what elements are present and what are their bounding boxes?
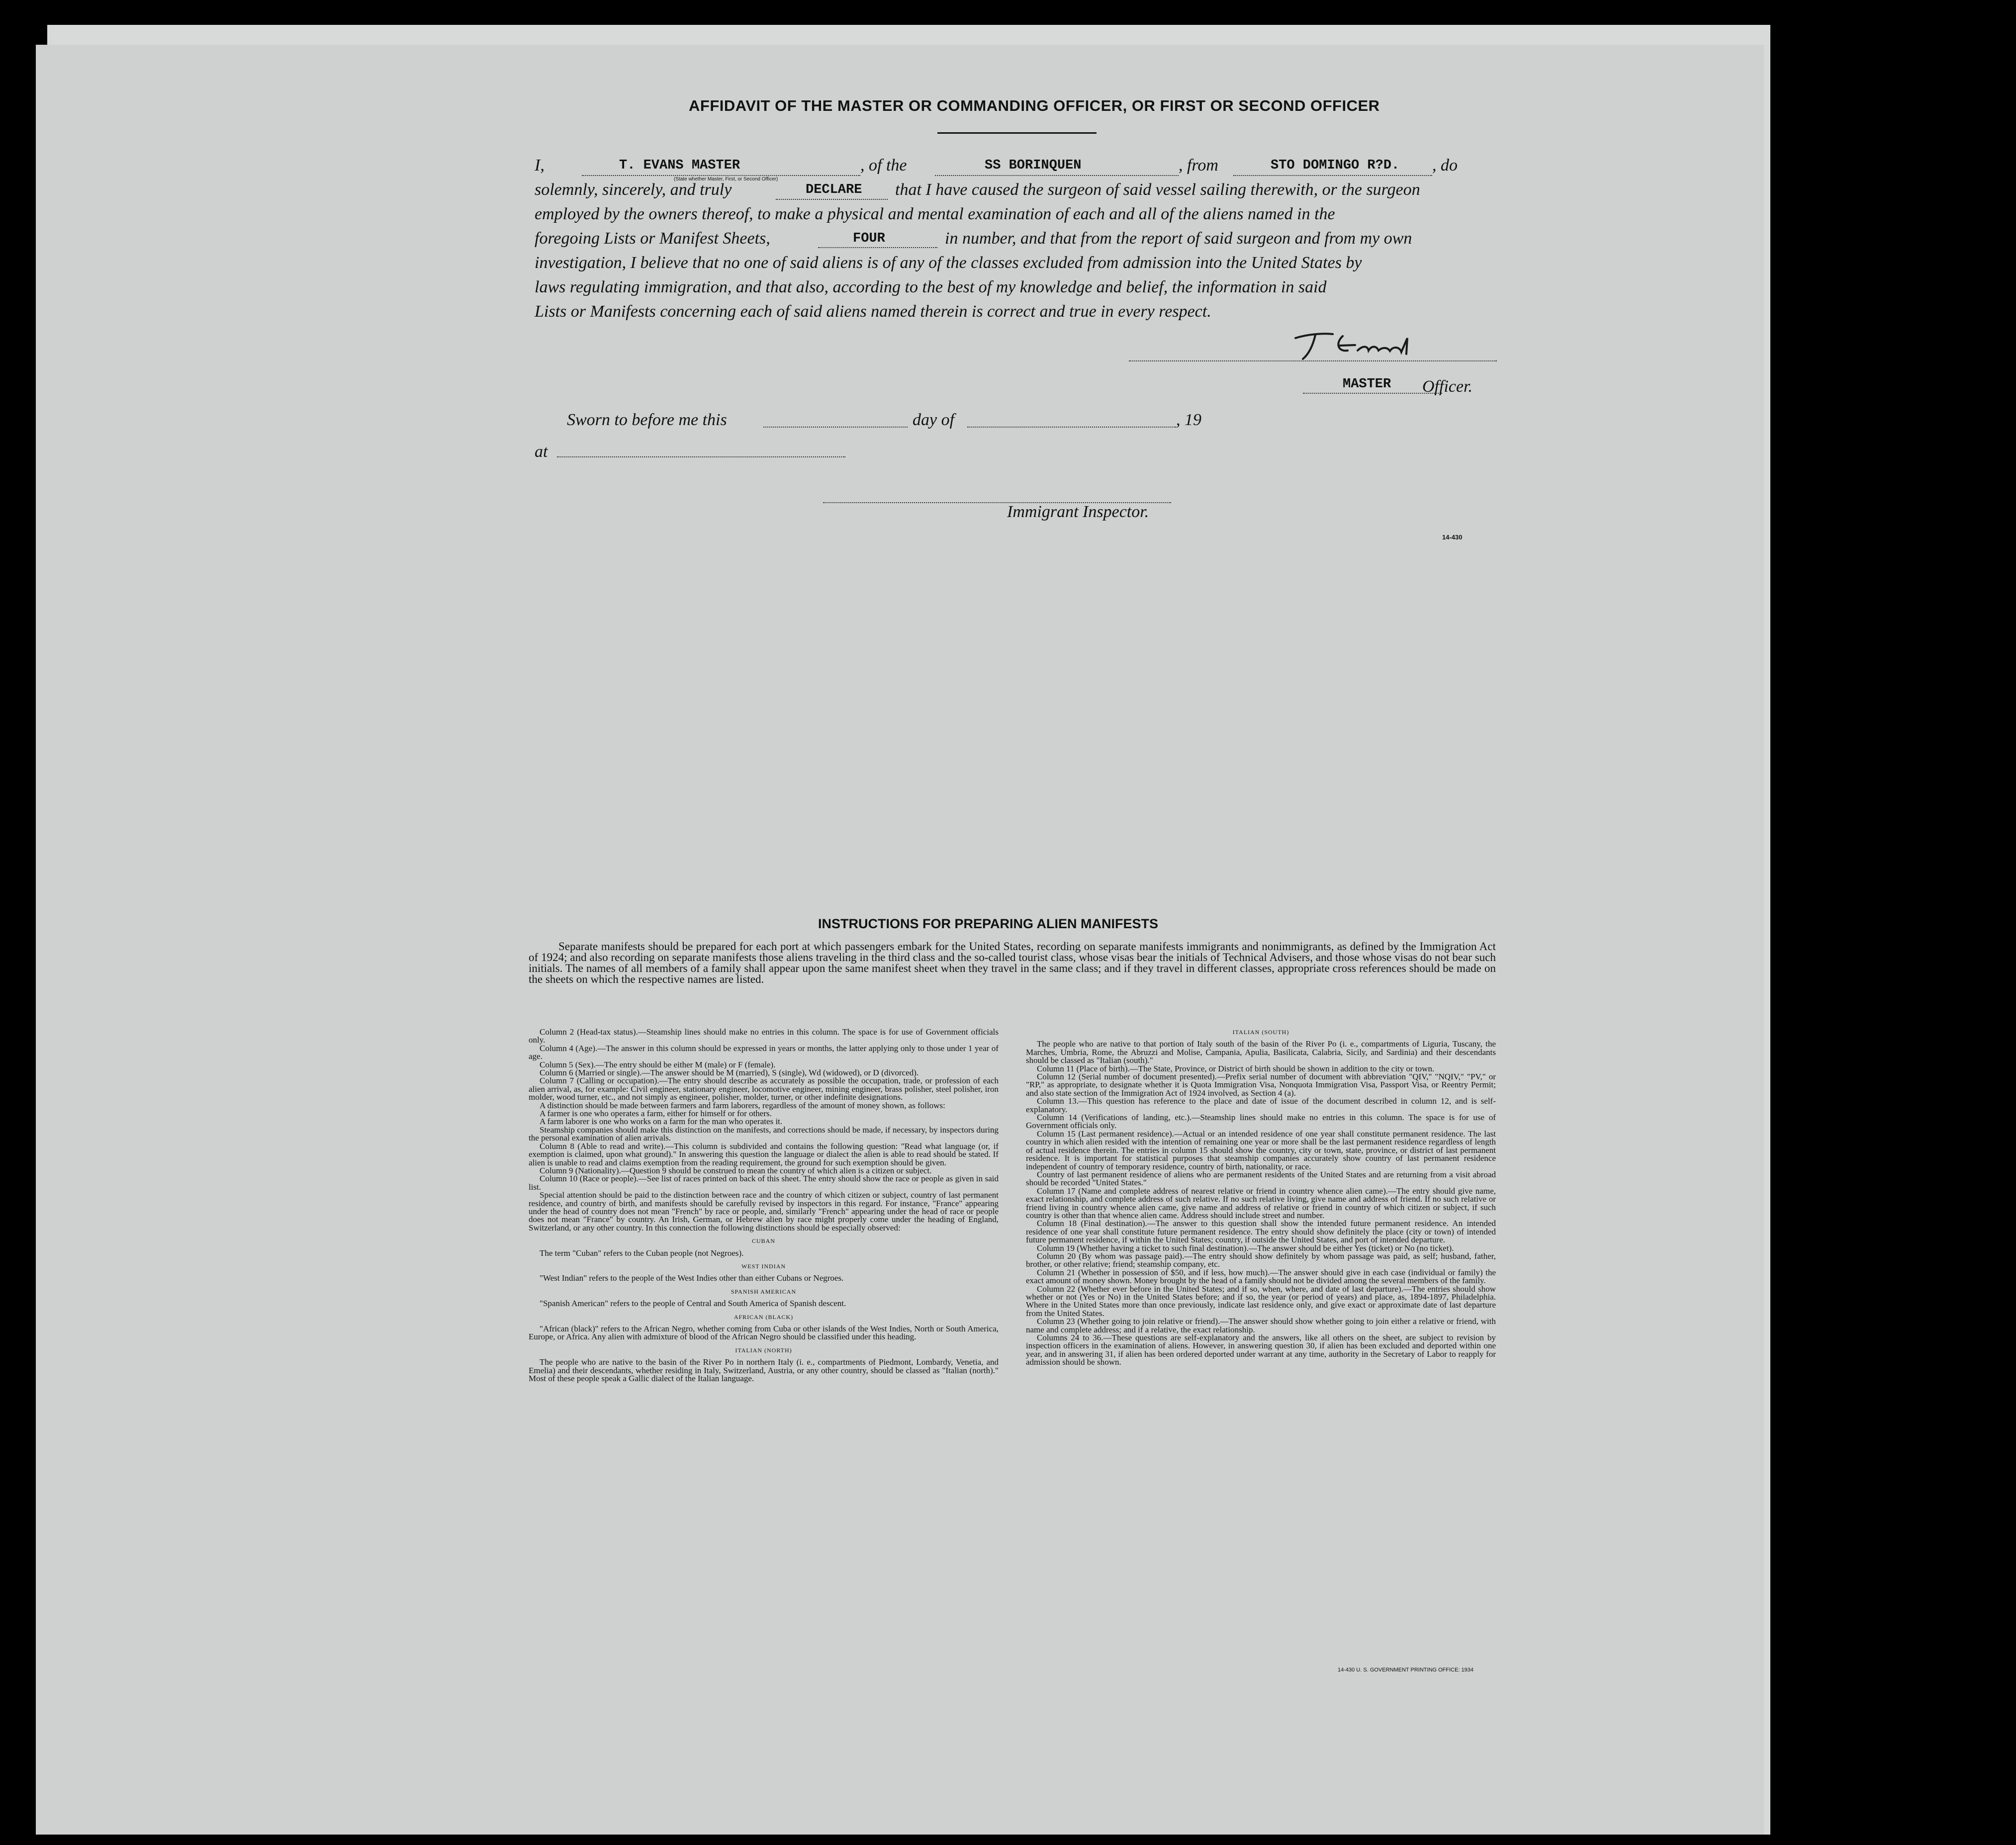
at-label: at (535, 442, 548, 461)
punch-hole (1942, 1453, 1967, 1478)
signature-line (1129, 360, 1497, 361)
african-definition: "African (black)" refers to the African Negro, whether coming from Cuba or other islands of the West Indies, North or South America, Europe, or Africa. Any alien with admixture of blood of the African Negro should be classified under this heading. (529, 1324, 999, 1342)
form-number: 14-430 (1442, 533, 1463, 541)
instructions-right-column (1026, 1028, 1496, 1367)
farmer-distinction: A distinction should be made between farmers and farm laborers, regardless of the amount of money shown, as follows: (540, 1100, 945, 1110)
affidavit-line-2 (535, 177, 732, 202)
column-15-note: Country of last permanent residence of aliens who are permanent residents of the United States and are returning from a visit abroad should be recorded "United States." (1026, 1169, 1496, 1188)
affidavit-line-3: employed by the owners thereof, to make a physical and mental examination of each and all of the aliens named in the (535, 205, 1335, 223)
columns-24-36-instruction: Columns 24 to 36.—These questions are self-explanatory and the answers, like all others on the sheet, are subject to revision by inspection officers in the examination of aliens. However, in answering question 30, if alien has been excluded and deported within one year, and in answering 31, if alien has been ordered deported under warrant at any time, authority in the Secretary of Labor to reapply for admission should be shown. (1026, 1333, 1496, 1367)
race-distinction: Special attention should be paid to the distinction between race and the country of which citizen or subject, country of last permanent residence, and country of birth, and manifests should be carefully revised by inspectors in this regard. For instance, "France" appearing under the head of country does not mean "French" by race or people, and, similarly "French" appearing under the head of race or people does not mean "France" by country. An Irish, German, or Hebrew alien by race might properly come under the heading of England, Switzerland, or any other country. In this connection the following distinctions should be especially observed: (529, 1190, 999, 1232)
sheets-count-field: FOUR (853, 231, 885, 246)
declare-field: DECLARE (806, 182, 862, 197)
year-prefix: , 19 (1176, 411, 1201, 429)
steamship-distinction: Steamship companies should make this distinction on the manifests, and corrections should be made, if necessary, by inspectors during the personal examination of alien arrivals. (529, 1125, 999, 1143)
punch-hole (1942, 1234, 1967, 1259)
word-of-the: , of the (860, 156, 907, 175)
italian-north-definition: The people who are native to the basin of the River Po in northern Italy (i. e., compartments of Piedmont, Lombardy, Venetia, and Emelia) and their descendants, whether residing in Italy, Switzerland, Austria, or any other country, should be classed as "Italian (north)." Most of these people speak a Gallic dialect of the Italian language. (529, 1357, 999, 1384)
instructions-title: INSTRUCTIONS FOR PREPARING ALIEN MANIFESTS (818, 916, 1159, 931)
column-19-instruction: Column 19 (Whether having a ticket to such final destination).—The answer should be either Yes (ticket) or No (no ticket). (1037, 1243, 1454, 1253)
at-line (557, 456, 845, 457)
sworn-month-line (967, 427, 1176, 428)
farm-laborer-definition: A farm laborer is one who works on a farm for the man who operates it. (540, 1117, 783, 1127)
vessel-name-line (935, 175, 1179, 176)
inspector-label: Immigrant Inspector. (1007, 503, 1149, 521)
officer-rank-field: MASTER (1343, 377, 1391, 392)
punch-hole (1942, 328, 1967, 353)
heading-african: AFRICAN (BLACK) (733, 1313, 794, 1320)
column-17-instruction: Column 17 (Name and complete address of nearest relative or friend in country whence alien came).—The entry should give name, exact relationship, and complete address of such relative. If no such relative living, give name and address of friend. If no such relative or friend living in country whence alien came, give name and address of relative or friend in country of which citizen or subject, if such country is other than that whence alien came. Address should include street and number. (1026, 1186, 1496, 1220)
port-line (1233, 175, 1432, 176)
affidavit-title: AFFIDAVIT OF THE MASTER OR COMMANDING OFFICER, OR FIRST OR SECOND OFFICER (689, 97, 1380, 114)
line4-end: in number, and that from the report of said surgeon and from my own (945, 229, 1412, 248)
column-23-instruction: Column 23 (Whether going to join relative or friend).—The answer should show whether going to join either a relative or friend, with name and complete address; and if a relative, the exact relationship. (1026, 1317, 1496, 1334)
line2-end: that I have caused the surgeon of said vessel sailing therewith, or the surgeon (895, 180, 1420, 199)
column-10-instruction: Column 10 (Race or people).—See list of races printed on back of this sheet. The entry should show the race or people as given in said list. (529, 1174, 999, 1192)
column-8-instruction: Column 8 (Able to read and write).—This column is subdivided and contains the following question: "Read what language (or, if exemption is claimed, upon what ground)." In answering this question the language or dialect the alien is able to read should be stated. If alien is unable to read and claims exemption from the reading requirement, the ground for such exemption should be given. (529, 1141, 999, 1167)
cuban-definition: The term "Cuban" refers to the Cuban people (not Negroes). (540, 1248, 744, 1258)
heading-cuban: CUBAN (751, 1237, 775, 1245)
column-18-instruction: Column 18 (Final destination).—The answer to this question shall show the intended future permanent residence. An intended residence of one year shall constitute future permanent residence. The entry should show definitely the place (city or town) of intended future permanent residence, if within the United States; country, if outside the United States, and port of intended departure. (1026, 1219, 1496, 1245)
spanish-american-definition: "Spanish American" refers to the people of Central and South America of Spanish descent. (540, 1299, 846, 1309)
instructions-left-column (529, 1028, 999, 1383)
line2-start: solemnly, sincerely, and truly (535, 180, 732, 199)
punch-hole (1942, 592, 1967, 616)
declare-line (776, 199, 888, 200)
word-do: , do (1432, 156, 1458, 175)
column-12-instruction: Column 12 (Serial number of document presented).—Prefix serial number of document with abbreviation "QIV," "NQIV," "PV," or "RP," as appropriate, to designate whether it is Quota Immigration Visa, Nonquota Immigration Visa, Passport Visa, or Reentry Permit; and also state section of the Immigration Act of 1924 involved, as Section 4 (a). (1026, 1072, 1496, 1098)
column-13-instruction: Column 13.—This question has reference to the place and date of issue of the document described in column 12, and is self-explanatory. (1026, 1096, 1496, 1114)
word-from: , from (1179, 156, 1218, 175)
column-20-instruction: Column 20 (By whom was passage paid).—The entry should show definitely by whom passage was paid, as self; husband, father, brother, or other relative; friend; steamship company, etc. (1026, 1251, 1496, 1269)
punch-hole (1942, 249, 1967, 273)
punch-hole (1942, 1532, 1967, 1557)
officer-note: (State whether Master, First, or Second Officer) (674, 176, 778, 182)
column-11-instruction: Column 11 (Place of birth).—The State, Province, or District of birth should be shown in addition to the city or town. (1037, 1063, 1435, 1073)
heading-italian-south: ITALIAN (SOUTH) (1232, 1029, 1289, 1036)
column-2-instruction: Column 2 (Head-tax status).—Steamship lines should make no entries in this column. The space is for use of Government officials only. (529, 1027, 999, 1045)
west-indian-definition: "West Indian" refers to the people of the West Indies other than either Cubans or Negroes. (540, 1273, 844, 1283)
sheets-count-line (818, 247, 937, 248)
punch-hole (1942, 1154, 1967, 1179)
vessel-name-field: SS BORINQUEN (985, 158, 1082, 173)
punch-hole (1942, 671, 1967, 696)
officer-name-field: T. EVANS MASTER (619, 158, 740, 173)
port-field: STO DOMINGO R?D. (1271, 158, 1400, 173)
instructions-intro: Separate manifests should be prepared for each port at which passengers embark for the United States, recording on separate manifests immigrants and nonimmigrants, as defined by the Immigration Act of 1924; and also recording on separate manifests those aliens traveling in the third class and the so-called tourist class, whose visas bear the initials of Technical Advisers, and those whose visas do not bear such initials. The names of all members of a family shall appear upon the same manifest sheet when they travel in the same class; and if they travel in different classes, appropriate cross references should be made on the sheets on which the respective names are listed. (529, 940, 1496, 985)
word-i: I, (535, 156, 545, 175)
heading-spanish-american: SPANISH AMERICAN (731, 1288, 797, 1295)
heading-italian-north: ITALIAN (NORTH) (735, 1346, 792, 1354)
column-5-instruction: Column 5 (Sex).—The entry should be either M (male) or F (female). (540, 1059, 776, 1069)
farmer-definition: A farmer is one who operates a farm, either for himself or for others. (540, 1109, 772, 1119)
column-22-instruction: Column 22 (Whether ever before in the United States; and if so, when, where, and date of last departure).—The entries should show whether or not (Yes or No) in the United States before; and if so, the year (or period of years) and place, as, 1894-1897, Philadelphia. Where in the United States more than once previously, indicate last residence only, and give exact or approximate date of last departure from the United States. (1026, 1284, 1496, 1318)
officer-word: Officer. (1422, 377, 1473, 396)
affidavit-line-6: laws regulating immigration, and that also, according to the best of my knowledge and belief, the information in said (535, 278, 1327, 296)
column-6-instruction: Column 6 (Married or single).—The answer should be M (married), S (single), Wd (widowed), or D (divorced). (540, 1068, 919, 1078)
officer-name-line (582, 175, 860, 176)
column-14-instruction: Column 14 (Verifications of landing, etc.).—Steamship lines should make no entries in this column. The space is for use of Government officials only. (1026, 1113, 1496, 1131)
column-21-instruction: Column 21 (Whether in possession of $50, and if less, how much).—The answer should give in each case (individual or family) the exact amount of money shown. Money brought by the head of a family should not be divided among the several members of the family. (1026, 1267, 1496, 1286)
printing-office-footer: 14-430 U. S. GOVERNMENT PRINTING OFFICE: 1934 (1338, 1667, 1474, 1673)
column-15-instruction: Column 15 (Last permanent residence).—Actual or an intended residence of one year shall constitute permanent residence. The last country in which alien resided with the intention of remaining one year or more shall be the last permanent residence regardless of length of actual residence therein. The entries in column 15 should show the country, city or town, state, province, or district of last permanent residence. It is important for statistical purposes that steamship companies accurately show country of last permanent residence independent of country of temporary residence, country of birth, nationality, or race. (1026, 1129, 1496, 1171)
column-4-instruction: Column 4 (Age).—The answer in this column should be expressed in years or months, the latter applying only to those under 1 year of age. (529, 1043, 999, 1061)
affidavit-line-7: Lists or Manifests concerning each of said aliens named therein is correct and true in every respect. (535, 302, 1211, 321)
affidavit-line-1 (535, 153, 545, 178)
column-9-instruction: Column 9 (Nationality).—Question 9 should be construed to mean the country of which alien is a citizen or subject. (540, 1165, 932, 1175)
title-rule (937, 132, 1097, 134)
sworn-label: Sworn to before me this (567, 411, 727, 429)
column-7-instruction: Column 7 (Calling or occupation).—The entry should describe as accurately as possible the occupation, trade, or profession of each alien arrival, as, for example: Civil engineer, stationary engineer, locomotive engineer, mining engineer, brass polisher, steel polisher, iron molder, wood turner, etc., and not simply as engineer, polisher, molder, turner, or other indefinite designations. (529, 1076, 999, 1102)
officer-rank-line (1303, 393, 1442, 394)
sworn-day-line (763, 427, 908, 428)
italian-south-definition: The people who are native to that portion of Italy south of the basin of the River Po (i. e., compartments of Liguria, Tuscany, the Marches, Umbria, Rome, the Abruzzi and Molise, Campania, Apulia, Basilicata, Calabria, Sicily, and Sardinia) and their descendants should be classed as "Italian (south)." (1026, 1039, 1496, 1065)
affidavit-line-5: investigation, I believe that no one of said aliens is of any of the classes excluded from admission into the United States by (535, 254, 1362, 272)
line4-start: foregoing Lists or Manifest Sheets, (535, 229, 770, 248)
day-of-label: day of (913, 411, 955, 429)
heading-west-indian: WEST INDIAN (741, 1262, 786, 1270)
affidavit-line-4 (535, 226, 770, 251)
